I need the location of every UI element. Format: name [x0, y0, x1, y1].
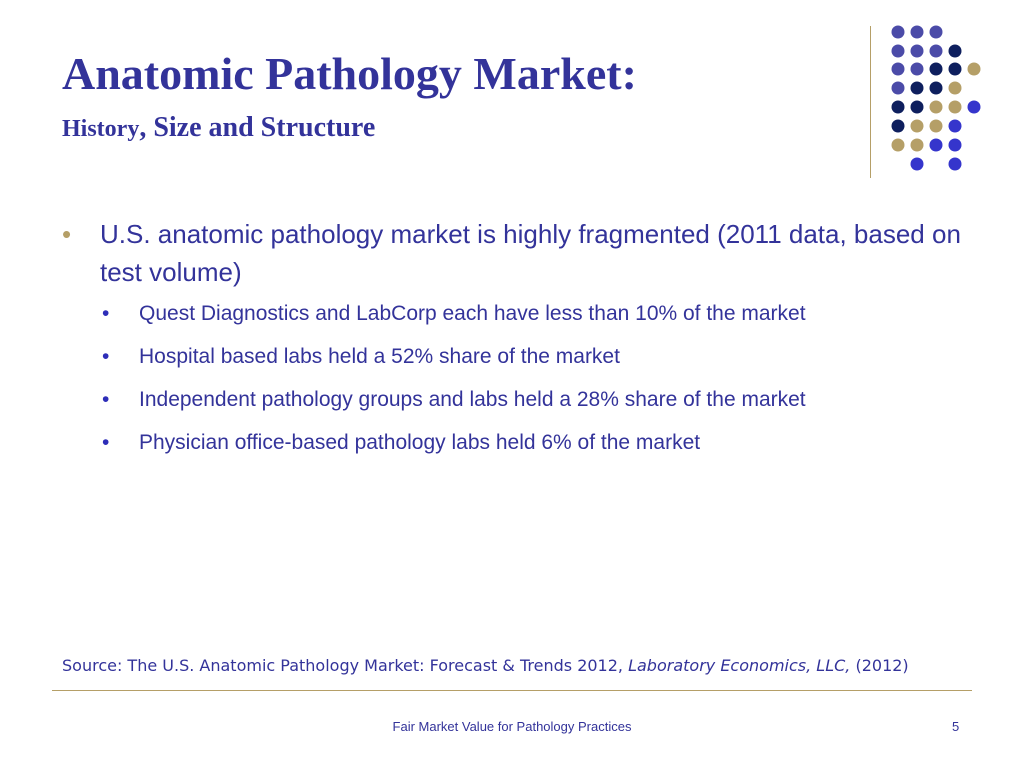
- slide-title: Anatomic Pathology Market:: [62, 48, 637, 99]
- footer-title: Fair Market Value for Pathology Practices: [392, 719, 632, 734]
- sub-bullet: [62, 426, 962, 460]
- dot: [911, 45, 924, 58]
- dot: [949, 158, 962, 171]
- bullet-marker: •: [102, 302, 110, 325]
- sub-bullet: [62, 340, 962, 374]
- dot: [911, 26, 924, 39]
- sub-bullet-text: Independent pathology groups and labs held a 28% share of the market: [139, 388, 806, 411]
- dot: [911, 158, 924, 171]
- dot: [949, 63, 962, 76]
- main-bullet-text: U.S. anatomic pathology market is highly fragmented (2011 data, based on test volume): [100, 219, 961, 287]
- dot: [892, 63, 905, 76]
- sub-bullet: [62, 297, 962, 331]
- page-number: 5: [952, 719, 960, 734]
- bullet-marker: •: [102, 345, 110, 368]
- source-citation: [62, 656, 962, 675]
- sub-bullet-text: Hospital based labs held a 52% share of the market: [139, 345, 620, 368]
- dot: [930, 82, 943, 95]
- dot: [930, 120, 943, 133]
- dot: [968, 63, 981, 76]
- dot: [949, 82, 962, 95]
- sub-bullet-text: Physician office-based pathology labs held 6% of the market: [139, 431, 701, 454]
- dot: [930, 101, 943, 114]
- dot: [911, 139, 924, 152]
- dot: [892, 120, 905, 133]
- dot: [911, 101, 924, 114]
- bullet-marker: •: [62, 219, 72, 249]
- subtitle-rest: , Size and Structure: [139, 112, 376, 143]
- dot: [949, 139, 962, 152]
- dot: [892, 101, 905, 114]
- dot: [911, 120, 924, 133]
- dot: [930, 63, 943, 76]
- dot: [930, 45, 943, 58]
- main-bullet: [62, 215, 962, 291]
- dot: [892, 82, 905, 95]
- dot: [930, 139, 943, 152]
- source-publisher: Laboratory Economics, LLC,: [628, 656, 851, 675]
- sub-bullet: [62, 383, 962, 417]
- bullet-marker: •: [102, 431, 110, 454]
- source-year: (2012): [850, 656, 909, 675]
- dot: [892, 45, 905, 58]
- slide-body: [62, 215, 962, 469]
- dot: [911, 82, 924, 95]
- dot: [930, 26, 943, 39]
- dot: [968, 101, 981, 114]
- dot: [911, 63, 924, 76]
- dot: [892, 26, 905, 39]
- dot: [892, 139, 905, 152]
- footer-divider: [52, 690, 972, 691]
- sub-bullet-text: Quest Diagnostics and LabCorp each have less than 10% of the market: [139, 302, 806, 325]
- dot: [949, 101, 962, 114]
- source-prefix: Source: The U.S. Anatomic Pathology Market: Forecast & Trends 2012,: [62, 656, 629, 675]
- sub-bullet-list: [62, 297, 962, 460]
- dot: [949, 45, 962, 58]
- subtitle-history: History: [62, 116, 140, 142]
- dot: [949, 120, 962, 133]
- decorative-dot-grid: [0, 0, 1024, 200]
- bullet-marker: •: [102, 388, 110, 411]
